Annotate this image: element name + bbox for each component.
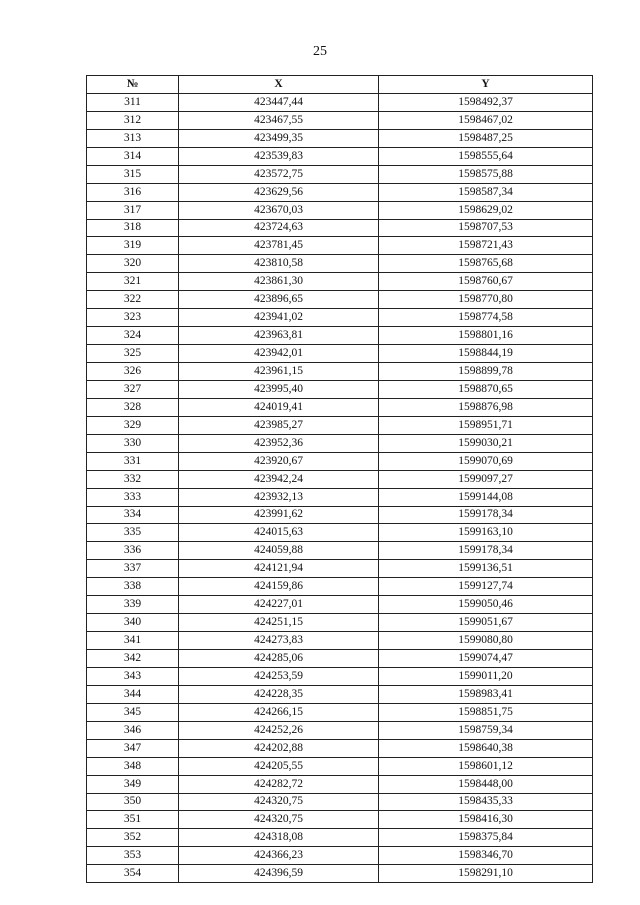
x-coordinate-cell: 424273,83 bbox=[179, 632, 379, 650]
table-row bbox=[87, 380, 593, 398]
point-number-cell: 333 bbox=[87, 488, 179, 506]
table-row bbox=[87, 542, 593, 560]
y-coordinate-cell: 1598721,43 bbox=[379, 237, 593, 255]
y-coordinate-cell: 1598640,38 bbox=[379, 739, 593, 757]
y-coordinate-cell: 1599163,10 bbox=[379, 524, 593, 542]
table-row bbox=[87, 273, 593, 291]
column-header-x: X bbox=[179, 76, 379, 94]
point-number-cell: 327 bbox=[87, 380, 179, 398]
table-row bbox=[87, 129, 593, 147]
x-coordinate-cell: 423896,65 bbox=[179, 291, 379, 309]
y-coordinate-cell: 1599136,51 bbox=[379, 560, 593, 578]
point-number-cell: 313 bbox=[87, 129, 179, 147]
y-coordinate-cell: 1598844,19 bbox=[379, 345, 593, 363]
point-number-cell: 347 bbox=[87, 739, 179, 757]
y-coordinate-cell: 1599011,20 bbox=[379, 667, 593, 685]
x-coordinate-cell: 423499,35 bbox=[179, 129, 379, 147]
table-row bbox=[87, 327, 593, 345]
x-coordinate-cell: 424251,15 bbox=[179, 614, 379, 632]
y-coordinate-cell: 1598467,02 bbox=[379, 111, 593, 129]
x-coordinate-cell: 424396,59 bbox=[179, 865, 379, 883]
x-coordinate-cell: 423920,67 bbox=[179, 452, 379, 470]
table-row bbox=[87, 596, 593, 614]
table-row bbox=[87, 363, 593, 381]
point-number-cell: 341 bbox=[87, 632, 179, 650]
x-coordinate-cell: 423572,75 bbox=[179, 165, 379, 183]
x-coordinate-cell: 424019,41 bbox=[179, 398, 379, 416]
table-row bbox=[87, 865, 593, 883]
x-coordinate-cell: 424121,94 bbox=[179, 560, 379, 578]
x-coordinate-cell: 423942,24 bbox=[179, 470, 379, 488]
y-coordinate-cell: 1599080,80 bbox=[379, 632, 593, 650]
point-number-cell: 321 bbox=[87, 273, 179, 291]
point-number-cell: 338 bbox=[87, 578, 179, 596]
x-coordinate-cell: 423629,56 bbox=[179, 183, 379, 201]
x-coordinate-cell: 423810,58 bbox=[179, 255, 379, 273]
y-coordinate-cell: 1598707,53 bbox=[379, 219, 593, 237]
table-row bbox=[87, 488, 593, 506]
table-row bbox=[87, 470, 593, 488]
y-coordinate-cell: 1599050,46 bbox=[379, 596, 593, 614]
point-number-cell: 353 bbox=[87, 847, 179, 865]
table-row bbox=[87, 703, 593, 721]
point-number-cell: 323 bbox=[87, 309, 179, 327]
point-number-cell: 326 bbox=[87, 363, 179, 381]
x-coordinate-cell: 423985,27 bbox=[179, 416, 379, 434]
y-coordinate-cell: 1598876,98 bbox=[379, 398, 593, 416]
y-coordinate-cell: 1599070,69 bbox=[379, 452, 593, 470]
y-coordinate-cell: 1598448,00 bbox=[379, 775, 593, 793]
table-row bbox=[87, 398, 593, 416]
table-row bbox=[87, 93, 593, 111]
table-row bbox=[87, 111, 593, 129]
y-coordinate-cell: 1598983,41 bbox=[379, 685, 593, 703]
point-number-cell: 354 bbox=[87, 865, 179, 883]
table-row bbox=[87, 165, 593, 183]
table-row bbox=[87, 506, 593, 524]
table-row bbox=[87, 685, 593, 703]
y-coordinate-cell: 1598346,70 bbox=[379, 847, 593, 865]
y-coordinate-cell: 1599144,08 bbox=[379, 488, 593, 506]
point-number-cell: 334 bbox=[87, 506, 179, 524]
table-row bbox=[87, 847, 593, 865]
point-number-cell: 320 bbox=[87, 255, 179, 273]
table-row bbox=[87, 434, 593, 452]
y-coordinate-cell: 1599074,47 bbox=[379, 650, 593, 668]
x-coordinate-cell: 423941,02 bbox=[179, 309, 379, 327]
y-coordinate-cell: 1598760,67 bbox=[379, 273, 593, 291]
coordinates-table bbox=[86, 75, 593, 883]
point-number-cell: 332 bbox=[87, 470, 179, 488]
point-number-cell: 346 bbox=[87, 721, 179, 739]
table-row bbox=[87, 793, 593, 811]
table-row bbox=[87, 757, 593, 775]
x-coordinate-cell: 424320,75 bbox=[179, 811, 379, 829]
y-coordinate-cell: 1598291,10 bbox=[379, 865, 593, 883]
table-row bbox=[87, 739, 593, 757]
table-row bbox=[87, 811, 593, 829]
point-number-cell: 312 bbox=[87, 111, 179, 129]
y-coordinate-cell: 1599030,21 bbox=[379, 434, 593, 452]
x-coordinate-cell: 423942,01 bbox=[179, 345, 379, 363]
y-coordinate-cell: 1598765,68 bbox=[379, 255, 593, 273]
x-coordinate-cell: 424318,08 bbox=[179, 829, 379, 847]
x-coordinate-cell: 423467,55 bbox=[179, 111, 379, 129]
y-coordinate-cell: 1598759,34 bbox=[379, 721, 593, 739]
x-coordinate-cell: 423961,15 bbox=[179, 363, 379, 381]
point-number-cell: 339 bbox=[87, 596, 179, 614]
point-number-cell: 315 bbox=[87, 165, 179, 183]
x-coordinate-cell: 423781,45 bbox=[179, 237, 379, 255]
table-header bbox=[87, 76, 593, 94]
table-row bbox=[87, 829, 593, 847]
table-row bbox=[87, 560, 593, 578]
column-header-number: № bbox=[87, 76, 179, 94]
point-number-cell: 337 bbox=[87, 560, 179, 578]
x-coordinate-cell: 424320,75 bbox=[179, 793, 379, 811]
y-coordinate-cell: 1598435,33 bbox=[379, 793, 593, 811]
point-number-cell: 324 bbox=[87, 327, 179, 345]
table-row bbox=[87, 650, 593, 668]
table-row bbox=[87, 183, 593, 201]
table-row bbox=[87, 614, 593, 632]
y-coordinate-cell: 1599178,34 bbox=[379, 506, 593, 524]
x-coordinate-cell: 423995,40 bbox=[179, 380, 379, 398]
point-number-cell: 344 bbox=[87, 685, 179, 703]
y-coordinate-cell: 1598899,78 bbox=[379, 363, 593, 381]
x-coordinate-cell: 424366,23 bbox=[179, 847, 379, 865]
point-number-cell: 329 bbox=[87, 416, 179, 434]
point-number-cell: 335 bbox=[87, 524, 179, 542]
table-row bbox=[87, 775, 593, 793]
table-body bbox=[87, 93, 593, 882]
y-coordinate-cell: 1598601,12 bbox=[379, 757, 593, 775]
x-coordinate-cell: 424059,88 bbox=[179, 542, 379, 560]
x-coordinate-cell: 424282,72 bbox=[179, 775, 379, 793]
y-coordinate-cell: 1599127,74 bbox=[379, 578, 593, 596]
x-coordinate-cell: 423539,83 bbox=[179, 147, 379, 165]
x-coordinate-cell: 424253,59 bbox=[179, 667, 379, 685]
point-number-cell: 319 bbox=[87, 237, 179, 255]
header-row bbox=[87, 76, 593, 94]
x-coordinate-cell: 424015,63 bbox=[179, 524, 379, 542]
y-coordinate-cell: 1598587,34 bbox=[379, 183, 593, 201]
table-row bbox=[87, 219, 593, 237]
point-number-cell: 317 bbox=[87, 201, 179, 219]
y-coordinate-cell: 1598575,88 bbox=[379, 165, 593, 183]
page-number: 25 bbox=[313, 44, 327, 59]
y-coordinate-cell: 1598851,75 bbox=[379, 703, 593, 721]
y-coordinate-cell: 1599051,67 bbox=[379, 614, 593, 632]
table-row bbox=[87, 345, 593, 363]
x-coordinate-cell: 424228,35 bbox=[179, 685, 379, 703]
table-row bbox=[87, 416, 593, 434]
y-coordinate-cell: 1598375,84 bbox=[379, 829, 593, 847]
x-coordinate-cell: 423932,13 bbox=[179, 488, 379, 506]
point-number-cell: 330 bbox=[87, 434, 179, 452]
point-number-cell: 349 bbox=[87, 775, 179, 793]
point-number-cell: 342 bbox=[87, 650, 179, 668]
point-number-cell: 351 bbox=[87, 811, 179, 829]
x-coordinate-cell: 424266,15 bbox=[179, 703, 379, 721]
table-row bbox=[87, 452, 593, 470]
y-coordinate-cell: 1598416,30 bbox=[379, 811, 593, 829]
y-coordinate-cell: 1598555,64 bbox=[379, 147, 593, 165]
point-number-cell: 316 bbox=[87, 183, 179, 201]
y-coordinate-cell: 1599178,34 bbox=[379, 542, 593, 560]
point-number-cell: 340 bbox=[87, 614, 179, 632]
x-coordinate-cell: 423724,63 bbox=[179, 219, 379, 237]
table-row bbox=[87, 524, 593, 542]
table-row bbox=[87, 237, 593, 255]
table-row bbox=[87, 201, 593, 219]
point-number-cell: 314 bbox=[87, 147, 179, 165]
y-coordinate-cell: 1598492,37 bbox=[379, 93, 593, 111]
point-number-cell: 343 bbox=[87, 667, 179, 685]
point-number-cell: 328 bbox=[87, 398, 179, 416]
table-row bbox=[87, 578, 593, 596]
x-coordinate-cell: 424159,86 bbox=[179, 578, 379, 596]
x-coordinate-cell: 424285,06 bbox=[179, 650, 379, 668]
point-number-cell: 311 bbox=[87, 93, 179, 111]
point-number-cell: 325 bbox=[87, 345, 179, 363]
point-number-cell: 348 bbox=[87, 757, 179, 775]
x-coordinate-cell: 423447,44 bbox=[179, 93, 379, 111]
x-coordinate-cell: 424205,55 bbox=[179, 757, 379, 775]
y-coordinate-cell: 1598801,16 bbox=[379, 327, 593, 345]
table-row bbox=[87, 147, 593, 165]
y-coordinate-cell: 1598487,25 bbox=[379, 129, 593, 147]
table-row bbox=[87, 632, 593, 650]
x-coordinate-cell: 424252,26 bbox=[179, 721, 379, 739]
point-number-cell: 318 bbox=[87, 219, 179, 237]
point-number-cell: 336 bbox=[87, 542, 179, 560]
point-number-cell: 322 bbox=[87, 291, 179, 309]
table-row bbox=[87, 721, 593, 739]
table-row bbox=[87, 667, 593, 685]
table-row bbox=[87, 291, 593, 309]
x-coordinate-cell: 423670,03 bbox=[179, 201, 379, 219]
x-coordinate-cell: 424202,88 bbox=[179, 739, 379, 757]
column-header-y: Y bbox=[379, 76, 593, 94]
table-row bbox=[87, 309, 593, 327]
y-coordinate-cell: 1599097,27 bbox=[379, 470, 593, 488]
x-coordinate-cell: 423952,36 bbox=[179, 434, 379, 452]
y-coordinate-cell: 1598629,02 bbox=[379, 201, 593, 219]
x-coordinate-cell: 423991,62 bbox=[179, 506, 379, 524]
point-number-cell: 345 bbox=[87, 703, 179, 721]
table-row bbox=[87, 255, 593, 273]
y-coordinate-cell: 1598770,80 bbox=[379, 291, 593, 309]
x-coordinate-cell: 423861,30 bbox=[179, 273, 379, 291]
x-coordinate-cell: 423963,81 bbox=[179, 327, 379, 345]
point-number-cell: 352 bbox=[87, 829, 179, 847]
x-coordinate-cell: 424227,01 bbox=[179, 596, 379, 614]
point-number-cell: 331 bbox=[87, 452, 179, 470]
y-coordinate-cell: 1598774,58 bbox=[379, 309, 593, 327]
y-coordinate-cell: 1598951,71 bbox=[379, 416, 593, 434]
point-number-cell: 350 bbox=[87, 793, 179, 811]
y-coordinate-cell: 1598870,65 bbox=[379, 380, 593, 398]
